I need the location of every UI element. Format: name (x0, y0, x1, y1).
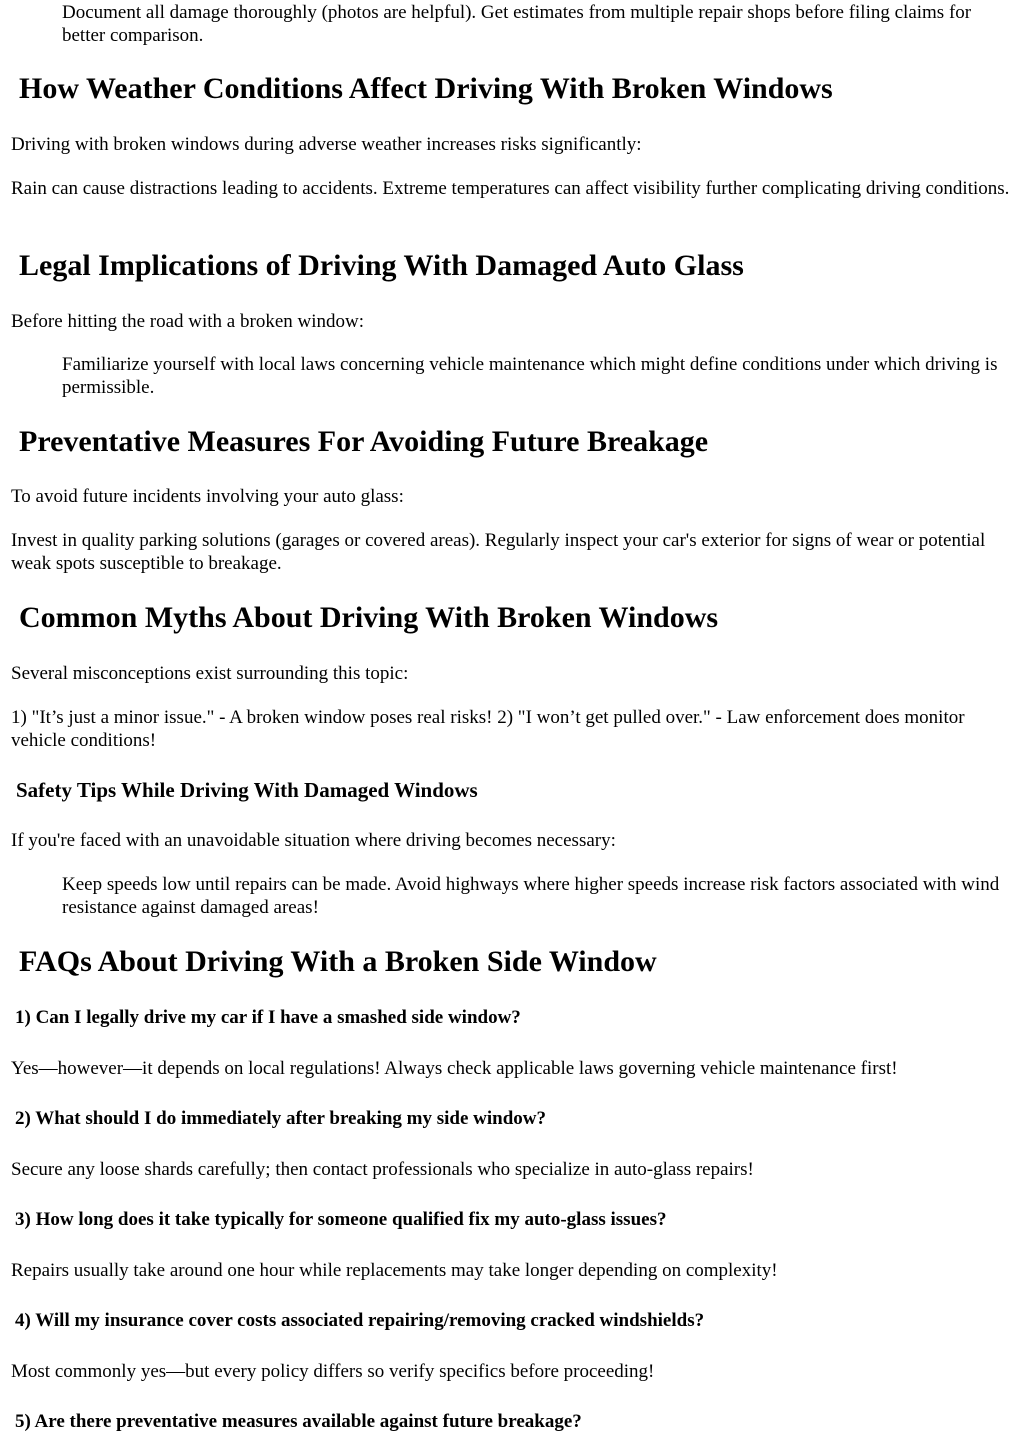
faq-answer: Yes—however—it depends on local regulations! Always check applicable laws governing vehicle maintenance first! (11, 1058, 898, 1079)
faq-answer: Secure any loose shards carefully; then contact professionals who specialize in auto-glass repairs! (11, 1159, 754, 1180)
weather-heading: How Weather Conditions Affect Driving With Broken Windows (19, 72, 833, 105)
faq-question: 1) Can I legally drive my car if I have a smashed side window? (15, 1007, 521, 1028)
faq-question: 4) Will my insurance cover costs associated repairing/removing cracked windshields? (15, 1310, 705, 1331)
myths-body: 1) "It’s just a minor issue." - A broken window poses real risks! 2) "I won’t get pulled over." - Law enforcement does monitor vehicle conditions! (11, 707, 965, 751)
myths-lead: Several misconceptions exist surrounding this topic: (11, 663, 409, 684)
safety-lead: If you're faced with an unavoidable situation where driving becomes necessary: (11, 830, 616, 851)
faq-question: 2) What should I do immediately after breaking my side window? (15, 1108, 546, 1129)
intro-quote: Document all damage thoroughly (photos are helpful). Get estimates from multiple repair shops before filing claims for better comparison. (62, 2, 972, 46)
faq-answer: Repairs usually take around one hour while replacements may take longer depending on complexity! (11, 1260, 778, 1281)
faq-question: 3) How long does it take typically for someone qualified fix my auto-glass issues? (15, 1209, 667, 1230)
safety-heading: Safety Tips While Driving With Damaged Windows (16, 778, 478, 802)
legal-lead: Before hitting the road with a broken window: (11, 311, 365, 332)
faq-answer: Most commonly yes—but every policy differs so verify specifics before proceeding! (11, 1361, 655, 1382)
myths-heading: Common Myths About Driving With Broken Windows (19, 601, 719, 634)
preventative-heading: Preventative Measures For Avoiding Future Breakage (19, 425, 709, 458)
weather-body: Rain can cause distractions leading to accidents. Extreme temperatures can affect visibility further complicating driving conditions. (11, 178, 1010, 199)
legal-quote: Familiarize yourself with local laws concerning vehicle maintenance which might define conditions under which driving is permissible. (62, 354, 998, 398)
preventative-body: Invest in quality parking solutions (garages or covered areas). Regularly inspect your car's exterior for signs of wear or potential weak spots susceptible to breakage. (11, 530, 986, 574)
faqs-heading: FAQs About Driving With a Broken Side Window (19, 945, 657, 978)
legal-heading: Legal Implications of Driving With Damaged Auto Glass (19, 249, 744, 282)
preventative-lead: To avoid future incidents involving your auto glass: (11, 486, 404, 507)
safety-quote: Keep speeds low until repairs can be made. Avoid highways where higher speeds increase risk factors associated with wind resistance against damaged areas! (62, 874, 1000, 918)
faq-question: 5) Are there preventative measures available against future breakage? (15, 1411, 582, 1432)
weather-lead: Driving with broken windows during adverse weather increases risks significantly: (11, 134, 642, 155)
